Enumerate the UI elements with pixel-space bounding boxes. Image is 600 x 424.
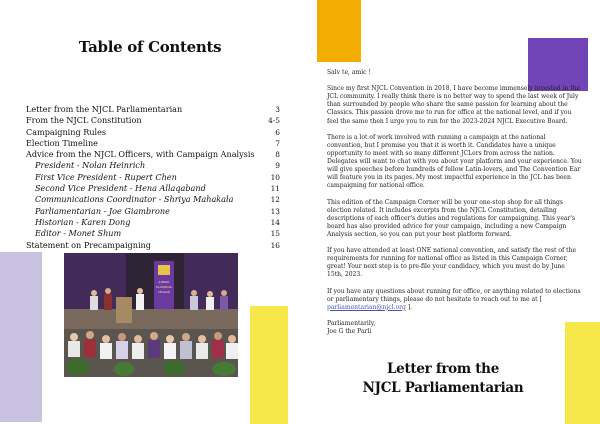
toc-entry[interactable]	[26, 228, 280, 239]
lavender-decor-block	[0, 252, 42, 422]
toc-entry[interactable]	[26, 115, 280, 126]
toc-entry-label: Statement on Precampaigning	[26, 239, 151, 250]
toc-entry-label: From the NJCL Constitution	[26, 115, 142, 126]
toc-entry-page: 8	[275, 150, 280, 160]
toc-entry[interactable]	[26, 172, 280, 183]
toc-entry-label: Letter from the NJCL Parliamentarian	[26, 104, 183, 114]
toc-entry[interactable]	[26, 206, 280, 217]
toc-entry-page: 13	[270, 206, 280, 216]
toc-entry[interactable]	[26, 149, 280, 160]
toc-entry-label: Parliamentarian - Joe Giambrone	[35, 205, 170, 216]
letter-contact-paragraph	[327, 288, 582, 312]
photo-banner-text: JUNIOR	[158, 280, 170, 284]
toc-entry-page: 10	[270, 172, 280, 182]
toc-entry[interactable]	[26, 138, 280, 149]
letter-salutation: Salv te, amic !	[327, 69, 371, 76]
letter-paragraph-1: Since my first NJCL Convention in 2018, I have become immensely invested in the JCL community. I really think there is no better way to spend the last week of July than surrounded by people who share the same passion for learning about the Classics. This passion drove me to run for office at the national level, and if you feel the same then I urge you to run for the 2023-2024 NJCL Executive Board.	[327, 85, 581, 125]
letter-closing: Parliamentarily,	[327, 319, 376, 327]
toc-entry-page: 3	[275, 105, 280, 114]
photo-banner-text-3: LEAGUE	[158, 290, 170, 294]
toc-entry-label: Editor - Monet Shum	[35, 228, 122, 239]
toc-entry-label: Advice from the NJCL Officers, with Campaign Analysis	[26, 149, 255, 160]
letter-title	[334, 360, 552, 398]
toc-entry-page: 9	[275, 161, 280, 171]
letter-contact-text: If you have any questions about running for office, or anything related to elections or parliamentary things, please do not hesitate to reach out to me at [	[327, 287, 581, 303]
toc-entry-label: First Vice President - Rupert Chen	[35, 171, 177, 182]
toc-entry-label: Communications Coordinator - Shriya Mahakala	[35, 194, 234, 205]
toc-entry-label: Election Timeline	[26, 137, 98, 148]
toc-entry[interactable]	[26, 183, 280, 194]
photo-podium	[116, 297, 132, 323]
toc-entry-page: 7	[275, 138, 280, 148]
toc-entry-label: President - Nolan Heinrich	[35, 160, 146, 171]
toc-entry-page: 4-5	[268, 116, 280, 126]
toc-entry-page: 11	[270, 184, 280, 194]
letter-signature: Joe G the Parli	[327, 328, 372, 335]
letter-paragraph-3: This edition of the Campaign Corner will be your one-stop shop for all things election related. It includes excerpts from the NJCL Constitution, detailing descriptions of each officer's duties and regulations for campaigning. This year's board has also provided advice for your campaign, including a new Campaign Analysis section, so you can put your best platform forward.	[327, 198, 576, 238]
convention-photo	[64, 253, 238, 377]
toc-entry[interactable]	[26, 104, 280, 115]
toc-entry[interactable]	[26, 217, 280, 228]
table-of-contents	[26, 104, 280, 251]
letter-contact-end: ].	[407, 303, 413, 311]
toc-entry-page: 16	[270, 240, 280, 250]
convention-photo-illustration	[64, 253, 238, 377]
toc-entry-page: 14	[270, 217, 280, 227]
photo-banner-text-2: CLASSICAL	[155, 285, 173, 289]
toc-entry-label: Historian - Karen Dong	[35, 216, 131, 227]
toc-entry-page: 6	[275, 127, 280, 137]
orange-decor-block	[317, 0, 361, 62]
yellow-decor-block-right	[565, 322, 600, 424]
toc-entry[interactable]	[26, 160, 280, 171]
letter-paragraph-2: There is a lot of work involved with running a campaign at the national convention, but I promise you that it is worth it. Candidates have a unique opportunity to meet with so many different JCLers from across the nation. Delegates will want to chat with you about your platform and your experience. You will give speeches before hundreds of fellow Latin-lovers, and The Convention Ear will feature you in its pages. My most impactful experience in the JCL has been campaigning for national office.	[327, 133, 582, 190]
letter-title-line-2: NJCL Parliamentarian	[362, 380, 524, 396]
photo-banner-emblem	[158, 265, 170, 275]
letter-title-line-1: Letter from the	[386, 361, 499, 377]
parliamentarian-email-link[interactable]: parliamentarian@njcl.org	[327, 303, 406, 311]
toc-entry[interactable]	[26, 194, 280, 205]
toc-title: Table of Contents	[78, 38, 222, 56]
toc-entry[interactable]	[26, 127, 280, 138]
letter-paragraph-4: If you have attended at least ONE national convention, and satisfy the rest of the requirements for running for national office as listed in this Campaign Corner, great! Your next step is to pre-file your candidacy, which you must do by June 15th, 2023.	[327, 247, 577, 279]
toc-entry-label: Second Vice President - Hena Allaqaband	[35, 183, 206, 194]
toc-entry[interactable]	[26, 240, 280, 251]
letter-body	[327, 69, 582, 336]
toc-entry-label: Campaigning Rules	[26, 126, 107, 137]
toc-entry-page: 15	[270, 229, 280, 239]
photo-stage	[64, 309, 238, 329]
toc-entry-page: 12	[270, 195, 280, 205]
yellow-decor-block-left	[250, 306, 288, 424]
